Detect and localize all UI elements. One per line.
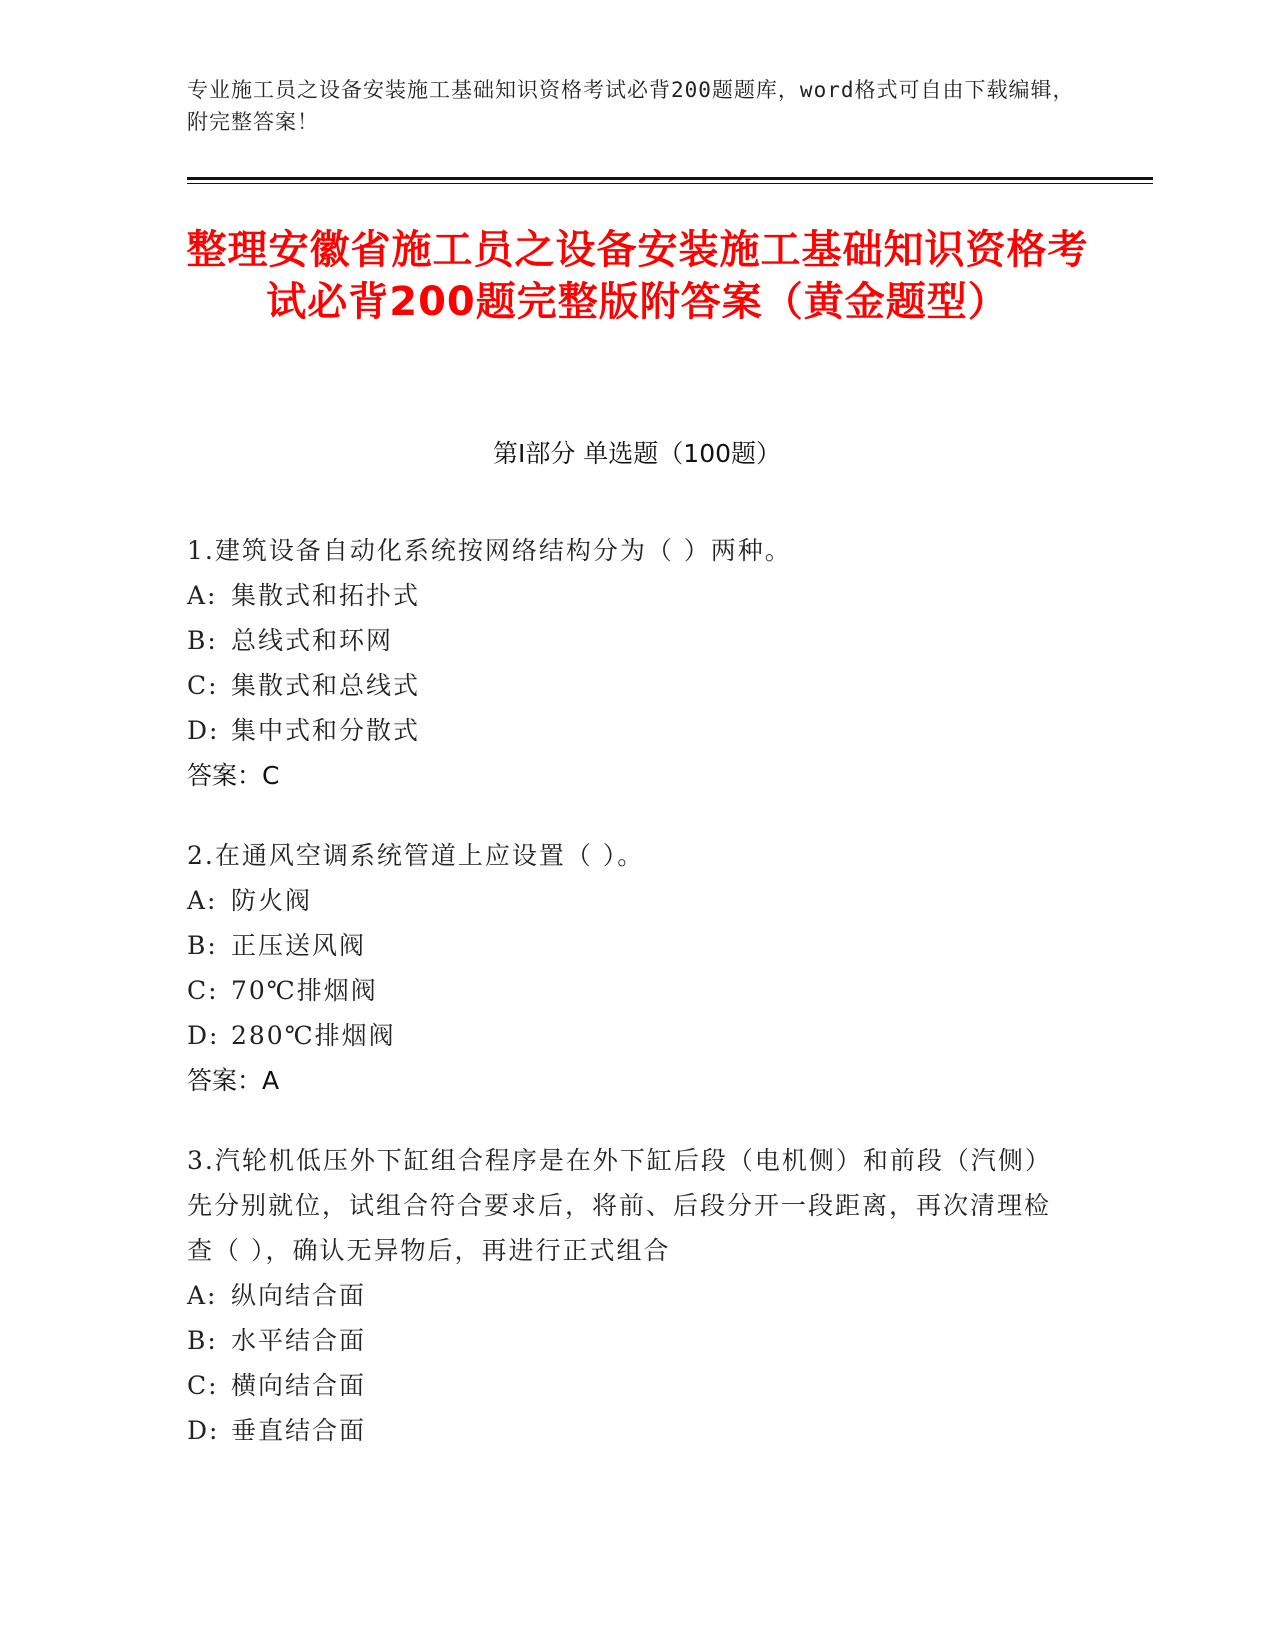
header-divider-thick: [187, 177, 1153, 180]
answer-line: 答案：A: [187, 1066, 280, 1095]
option-letter: A:: [187, 1281, 218, 1310]
header-note: 专业施工员之设备安装施工基础知识资格考试必背200题题库，word格式可自由下载编辑，附完整答案！: [187, 78, 1075, 134]
question-list: [187, 528, 1057, 1488]
question-stem: 2.在通风空调系统管道上应设置（ ）。: [187, 841, 645, 870]
question-stem: 3.汽轮机低压外下缸组合程序是在外下缸后段（电机侧）和前段（汽侧）先分别就位，试组合符合要求后，将前、后段分开一段距离，再次清理检查（ ），确认无异物后，再进行正式组合: [187, 1146, 1052, 1265]
document-title: 整理安徽省施工员之设备安装施工基础知识资格考试必背200题完整版附答案（黄金题型）: [186, 227, 1089, 325]
option-d: [187, 708, 1057, 753]
option-b: [187, 923, 1057, 968]
option-a: [187, 1273, 1057, 1318]
option-a: [187, 573, 1057, 618]
option-text: 70℃排烟阀: [231, 976, 378, 1005]
option-c: [187, 1363, 1057, 1408]
option-letter: C:: [187, 1371, 219, 1400]
option-b: [187, 618, 1057, 663]
option-letter: B:: [187, 626, 218, 655]
option-text: 集散式和拓扑式: [231, 581, 421, 610]
option-letter: C:: [187, 976, 219, 1005]
answer-line: 答案：C: [187, 761, 280, 790]
option-text: 纵向结合面: [231, 1281, 367, 1310]
option-d: [187, 1013, 1057, 1058]
option-text: 总线式和环网: [231, 626, 394, 655]
option-text: 集散式和总线式: [231, 671, 421, 700]
option-c: [187, 663, 1057, 708]
option-letter: A:: [187, 886, 218, 915]
option-a: [187, 878, 1057, 923]
option-letter: B:: [187, 931, 218, 960]
option-text: 280℃排烟阀: [231, 1021, 396, 1050]
option-text: 横向结合面: [231, 1371, 367, 1400]
option-letter: D:: [187, 716, 220, 745]
option-letter: A:: [187, 581, 218, 610]
option-b: [187, 1318, 1057, 1363]
question-3: [187, 1138, 1057, 1453]
option-letter: B:: [187, 1326, 218, 1355]
option-text: 水平结合面: [231, 1326, 367, 1355]
question-2: [187, 833, 1057, 1103]
option-text: 正压送风阀: [231, 931, 367, 960]
option-letter: D:: [187, 1021, 220, 1050]
option-text: 集中式和分散式: [231, 716, 421, 745]
question-stem: 1.建筑设备自动化系统按网络结构分为（ ）两种。: [187, 536, 792, 565]
option-text: 垂直结合面: [231, 1416, 367, 1445]
option-letter: D:: [187, 1416, 220, 1445]
header-divider-thin: [187, 183, 1153, 184]
section-title: 第Ⅰ部分 单选题（100题）: [492, 439, 782, 468]
question-1: [187, 528, 1057, 798]
option-text: 防火阀: [231, 886, 313, 915]
option-d: [187, 1408, 1057, 1453]
option-letter: C:: [187, 671, 219, 700]
option-c: [187, 968, 1057, 1013]
